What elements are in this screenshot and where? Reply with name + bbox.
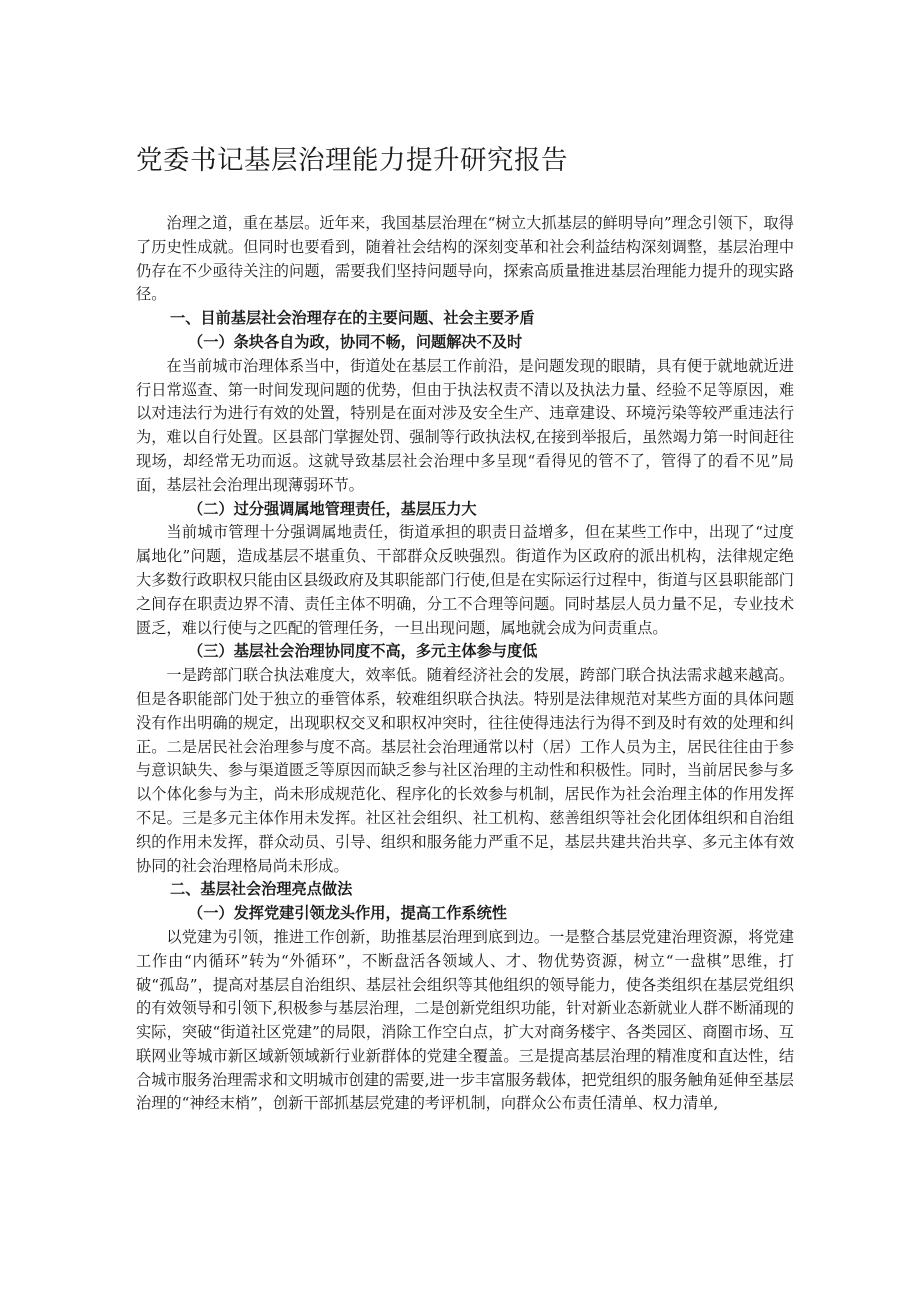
section-2-1-heading: （一）发挥党建引领龙头作用，提高工作系统性 [188, 904, 507, 923]
section-1-3-heading: （三）基层社会治理协同度不高，多元主体参与度低 [188, 642, 538, 661]
document-title: 党委书记基层治理能力提升研究报告 [136, 145, 568, 176]
section-1-2-paragraph: 当前城市管理十分强调属地责任，街道承担的职责日益增多，但在某些工作中，出现了“过度属地化”问题，造成基层不堪重负、干部群众反映强烈。街道作为区政府的派出机构，法律规定绝大多数行政职权只能由区县级政府及其职能部门行使,但是在实际运行过程中，街道与区县职能部门之间存在职责边界不清、责任主体不明确，分工不合理等问题。同时基层人员力量不足，专业技术匮乏，难以行使与之匹配的管理任务，一旦出现问题，属地就会成为问责重点。 [136, 523, 794, 637]
document-body [136, 144, 794, 1116]
section-1-2-heading: （二）过分强调属地管理责任，基层压力大 [188, 499, 477, 518]
section-1-heading: 一、目前基层社会治理存在的主要问题、社会主要矛盾 [170, 309, 535, 328]
section-2-heading: 二、基层社会治理亮点做法 [170, 880, 353, 899]
section-2-1-paragraph: 以党建为引领，推进工作创新，助推基层治理到底到边。一是整合基层党建治理资源，将党建工作由“内循环”转为“外循环”，不断盘活各领域人、才、物优势资源，树立“一盘棋”思维，打破“孤岛”，提高对基层自治组织、基层社会组织等其他组织的领导能力，使各类组织在基层党组织的有效领导和引领下,积极参与基层治理，二是创新党组织功能，针对新业态新就业人群不断涌现的实际，突破“街道社区党建”的局限，消除工作空白点，扩大对商务楼宇、各类园区、商圈市场、互联网业等城市新区域新领域新行业新群体的党建全覆盖。三是提高基层治理的精准度和直达性，结合城市服务治理需求和文明城市创建的需要,进一步丰富服务载体，把党组织的服务触角延伸至基层治理的“神经末梢”，创新干部抓基层党建的考评机制，向群众公布责任清单、权力清单, [136, 927, 794, 1113]
section-1-3-paragraph: 一是跨部门联合执法难度大，效率低。随着经济社会的发展，跨部门联合执法需求越来越高。但是各职能部门处于独立的垂管体系，较难组织联合执法。特别是法律规范对某些方面的具体问题没有作出明确的规定，出现职权交叉和职权冲突时，往往使得违法行为得不到及时有效的处理和纠正。二是居民社会治理参与度不高。基层社会治理通常以村（居）工作人员为主，居民往往由于参与意识缺失、参与渠道匮乏等原因而缺乏参与社区治理的主动性和积极性。同时，当前居民参与多以个体化参与为主，尚未形成规范化、程序化的长效参与机制，居民作为社会治理主体的作用发挥不足。三是多元主体作用未发挥。社区社会组织、社工机构、慈善组织等社会化团体组织和自治组织的作用未发挥，群众动员、引导、组织和服务能力严重不足，基层共建共治共享、多元主体有效协同的社会治理格局尚未形成。 [136, 666, 794, 875]
section-1-1-heading: （一）条块各自为政，协同不畅，问题解决不及时 [188, 332, 523, 351]
intro-paragraph: 治理之道，重在基层。近年来，我国基层治理在“树立大抓基层的鲜明导向”理念引领下，取得了历史性成就。但同时也要看到，随着社会结构的深刻变革和社会利益结构深刻调整，基层治理中仍存在不少亟待关注的问题，需要我们坚持问题导向，探索高质量推进基层治理能力提升的现实路径。 [136, 214, 794, 304]
section-1-1-paragraph: 在当前城市治理体系当中，街道处在基层工作前沿，是问题发现的眼睛，具有便于就地就近进行日常巡查、第一时间发现问题的优势，但由于执法权责不清以及执法力量、经验不足等原因，难以对违法行为进行有效的处置，特别是在面对涉及安全生产、违章建设、环境污染等较严重违法行为，难以自行处置。区县部门掌握处罚、强制等行政执法权,在接到举报后，虽然竭力第一时间赶往现场，却经常无功而返。这就导致基层社会治理中多呈现“看得见的管不了，管得了的看不见”局面，基层社会治理出现薄弱环节。 [136, 356, 794, 494]
